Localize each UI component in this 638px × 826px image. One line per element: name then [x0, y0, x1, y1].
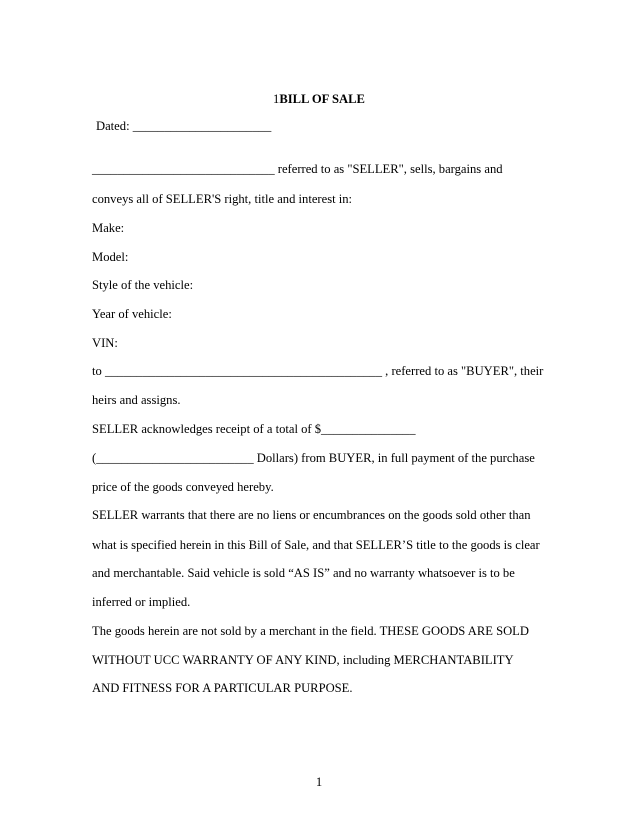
buyer-line: to ____________________________________________ , referred to as "BUYER", their	[92, 364, 544, 378]
dollars-line: (_________________________ Dollars) from BUYER, in full payment of the purchase	[92, 451, 535, 465]
year-line: Year of vehicle:	[92, 307, 172, 321]
vin-line: VIN:	[92, 336, 118, 350]
text-line: conveys all of SELLER'S right, title and interest in:	[92, 192, 353, 206]
style-line: Style of the vehicle:	[92, 278, 194, 292]
model-line: Model:	[92, 250, 129, 264]
text-line: and merchantable. Said vehicle is sold “AS IS” and no warranty whatsoever is to be	[92, 566, 515, 580]
seller-line: _____________________________ referred to as "SELLER", sells, bargains and	[92, 162, 503, 176]
make-line: Make:	[92, 221, 125, 235]
page-number: 1	[315, 775, 323, 789]
text-line: AND FITNESS FOR A PARTICULAR PURPOSE.	[92, 681, 353, 695]
text-line: The goods herein are not sold by a merchant in the field. THESE GOODS ARE SOLD	[92, 624, 529, 638]
text-line: inferred or implied.	[92, 595, 191, 609]
text-line: WITHOUT UCC WARRANTY OF ANY KIND, including MERCHANTABILITY	[92, 653, 514, 667]
text-line: heirs and assigns.	[92, 393, 181, 407]
title-footnote-mark: 1	[273, 92, 280, 106]
text-line: price of the goods conveyed hereby.	[92, 480, 274, 494]
document-title	[0, 92, 638, 107]
title-text: BILL OF SALE	[279, 92, 365, 106]
text-line: SELLER warrants that there are no liens or encumbrances on the goods sold other than	[92, 508, 531, 522]
text-line: what is specified herein in this Bill of Sale, and that SELLER’S title to the goods is clear	[92, 538, 540, 552]
receipt-line: SELLER acknowledges receipt of a total of $_______________	[92, 422, 416, 436]
dated-line: Dated: ______________________	[96, 119, 272, 133]
